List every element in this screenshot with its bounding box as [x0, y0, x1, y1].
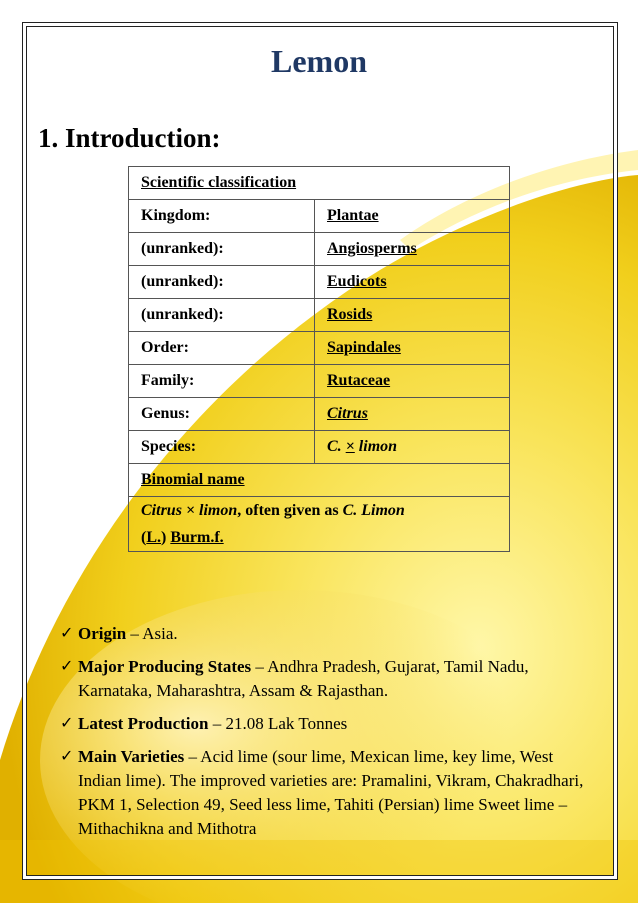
binomial-alt-name: C. Limon — [342, 502, 405, 519]
hybrid-sign-link[interactable]: × — [345, 438, 355, 455]
row-key: Order: — [129, 332, 315, 365]
row-value-link[interactable]: Eudicots — [327, 273, 387, 290]
facts-list — [60, 622, 600, 850]
table-row — [129, 233, 510, 266]
table-row — [129, 398, 510, 431]
classification-table — [128, 166, 510, 552]
species-epithet: limon — [358, 438, 398, 455]
table-row — [129, 464, 510, 497]
section-number: 1. — [38, 123, 59, 153]
table-row — [129, 266, 510, 299]
list-item — [60, 745, 600, 841]
binomial-name: Citrus × limon — [141, 502, 238, 519]
classification-header: Scientific classification — [141, 174, 297, 191]
paren-open: ( — [141, 529, 147, 546]
row-value-link[interactable]: Rutaceae — [327, 372, 391, 389]
row-value-link[interactable]: Sapindales — [327, 339, 401, 356]
fact-label: Origin — [78, 624, 127, 643]
row-key: (unranked): — [129, 233, 315, 266]
row-key: (unranked): — [129, 266, 315, 299]
fact-text: – Asia. — [126, 624, 178, 643]
fact-text: – Acid lime (sour lime, Mexican lime, key lime, West Indian lime). The improved varieties are: Pramalini, Vikram, Chakradhari, PKM 1, Selection 49, Seed less lime, Tahiti (Persian) lime Sweet lime – Mithachikna and Mithotra — [78, 747, 584, 838]
page-title: Lemon — [271, 43, 367, 79]
table-header-row — [129, 167, 510, 200]
fact-label: Latest Production — [78, 714, 209, 733]
row-value-link[interactable]: Rosids — [327, 306, 373, 323]
list-item — [60, 655, 600, 703]
table-row — [129, 332, 510, 365]
row-value-link[interactable]: Citrus — [327, 405, 368, 422]
paren-close: ) — [161, 529, 167, 546]
checkmark-icon: ✓ — [60, 715, 74, 732]
table-row — [129, 365, 510, 398]
table-row — [129, 299, 510, 332]
fact-label: Main Varieties — [78, 747, 185, 766]
author-link-burman[interactable]: Burm.f. — [170, 529, 224, 546]
binomial-header-link[interactable]: Binomial name — [141, 471, 245, 488]
row-value-link[interactable]: Angiosperms — [327, 240, 417, 257]
row-key: Family: — [129, 365, 315, 398]
table-row — [129, 497, 510, 552]
fact-text: – Andhra Pradesh, Gujarat, Tamil Nadu, Karnataka, Maharashtra, Assam & Rajasthan. — [78, 657, 529, 700]
row-key: Genus: — [129, 398, 315, 431]
checkmark-icon: ✓ — [60, 748, 74, 765]
row-key: Species: — [129, 431, 315, 464]
list-item — [60, 712, 600, 736]
species-genus-abbrev: C. — [327, 438, 342, 455]
list-item — [60, 622, 600, 646]
fact-text: – 21.08 Lak Tonnes — [208, 714, 348, 733]
fact-label: Major Producing States — [78, 657, 252, 676]
row-key: (unranked): — [129, 299, 315, 332]
binomial-name-cell — [129, 497, 510, 552]
row-key: Kingdom: — [129, 200, 315, 233]
binomial-note: , often given as — [237, 502, 343, 519]
table-row — [129, 431, 510, 464]
checkmark-icon: ✓ — [60, 658, 74, 675]
checkmark-icon: ✓ — [60, 625, 74, 642]
table-row — [129, 200, 510, 233]
section-heading — [38, 123, 221, 154]
row-value-link[interactable]: Plantae — [327, 207, 379, 224]
section-title: Introduction: — [65, 123, 221, 153]
author-link-linnaeus[interactable]: L. — [146, 529, 161, 546]
